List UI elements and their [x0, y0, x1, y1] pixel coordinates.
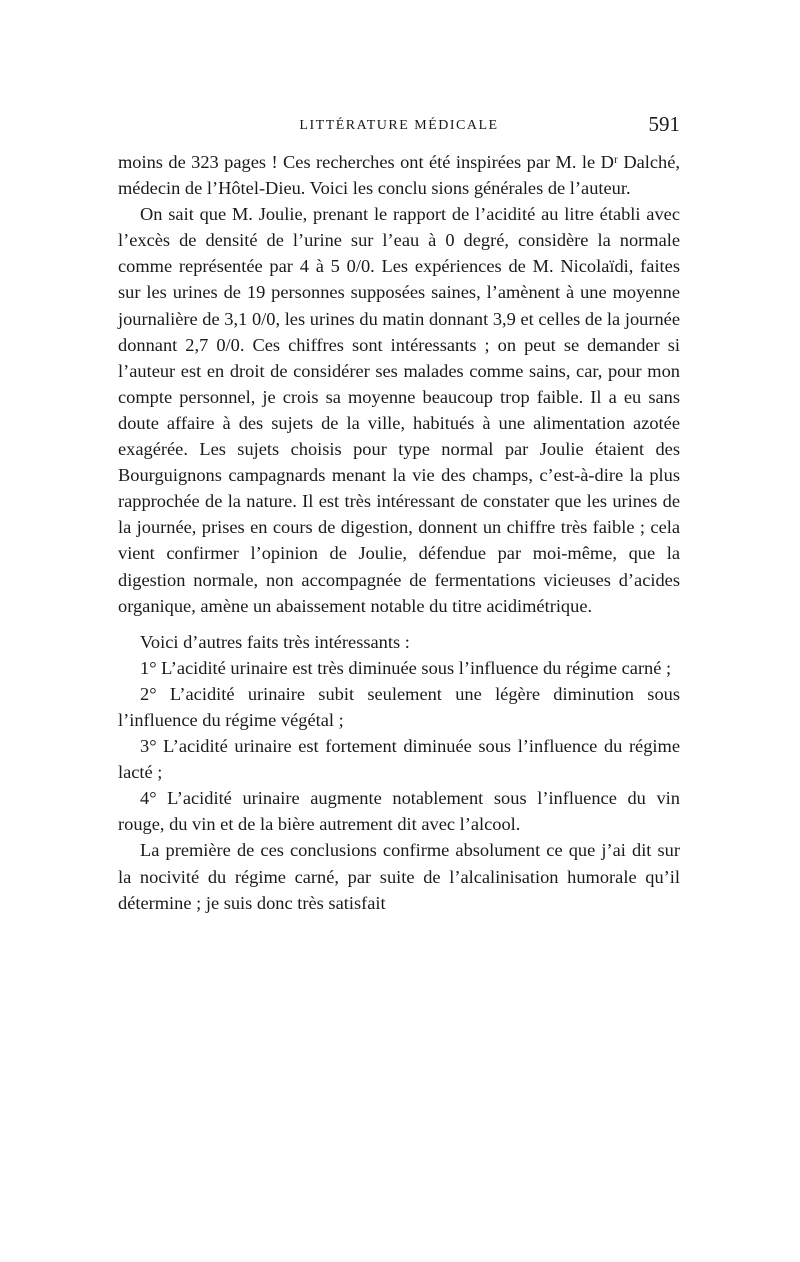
list-item-fact-2: 2° L’acidité urinaire subit seulement une légère diminution sous l’influence du régime végétal ;	[118, 683, 680, 730]
paragraph-continuation: moins de 323 pages ! Ces recherches ont été inspirées par M. le Dʳ Dalché, médecin de l’Hôtel-Dieu. Voici les conclu sions générales de l’auteur.	[118, 152, 680, 199]
book-page	[118, 110, 680, 916]
paragraph-intro-facts: Voici d’autres faits très intéressants :	[140, 631, 410, 652]
list-item-fact-1: 1° L’acidité urinaire est très diminuée sous l’influence du régime carné ;	[140, 657, 672, 678]
list-item-fact-3: 3° L’acidité urinaire est fortement diminuée sous l’influence du régime lacté ;	[118, 736, 680, 783]
body-text	[118, 149, 680, 916]
running-head	[118, 110, 680, 140]
paragraph-joulie-acidity: On sait que M. Joulie, prenant le rapport de l’acidité au litre établi avec l’excès de densité de l’urine sur l’eau à 0 degré, considère la normale comme représentée par 4 à 5 0/0. Les expériences de M. Nicolaïdi, faites sur les urines de 19 personnes supposées saines, l’amènent à une moyenne journalière de 3,1 0/0, les urines du matin donnant 3,9 et celles de la journée donnant 2,7 0/0. Ces chiffres sont intéressants ; on peut se demander si l’auteur est en droit de considérer ses malades comme sains, car, pour mon compte personnel, je crois sa moyenne beaucoup trop faible. Il a eu sans doute affaire à des sujets de la ville, habitués à une alimentation azotée exagérée. Les sujets choisis pour type normal par Joulie étaient des Bourguignons campagnards menant la vie des champs, c’est-à-dire la plus rapprochée de la nature. Il est très intéressant de constater que les urines de la journée, prises en cours de digestion, donnent un chiffre très faible ; cela vient confirmer l’opinion de Joulie, défendue par moi-même, que la digestion normale, non accompagnée de fermentations vicieuses d’acides organique, amène un abaissement notable du titre acidimétrique.	[118, 204, 680, 616]
paragraph-conclusion: La première de ces conclusions confirme absolument ce que j’ai dit sur la nocivité du régime carné, par suite de l’alcalinisation humorale qu’il détermine ; je suis donc très satisfait	[118, 840, 680, 913]
page-number: 591	[648, 112, 680, 136]
list-item-fact-4: 4° L’acidité urinaire augmente notablement sous l’influence du vin rouge, du vin et de la bière autrement dit avec l’alcool.	[118, 788, 680, 835]
running-title: LITTÉRATURE MÉDICALE	[299, 118, 499, 133]
